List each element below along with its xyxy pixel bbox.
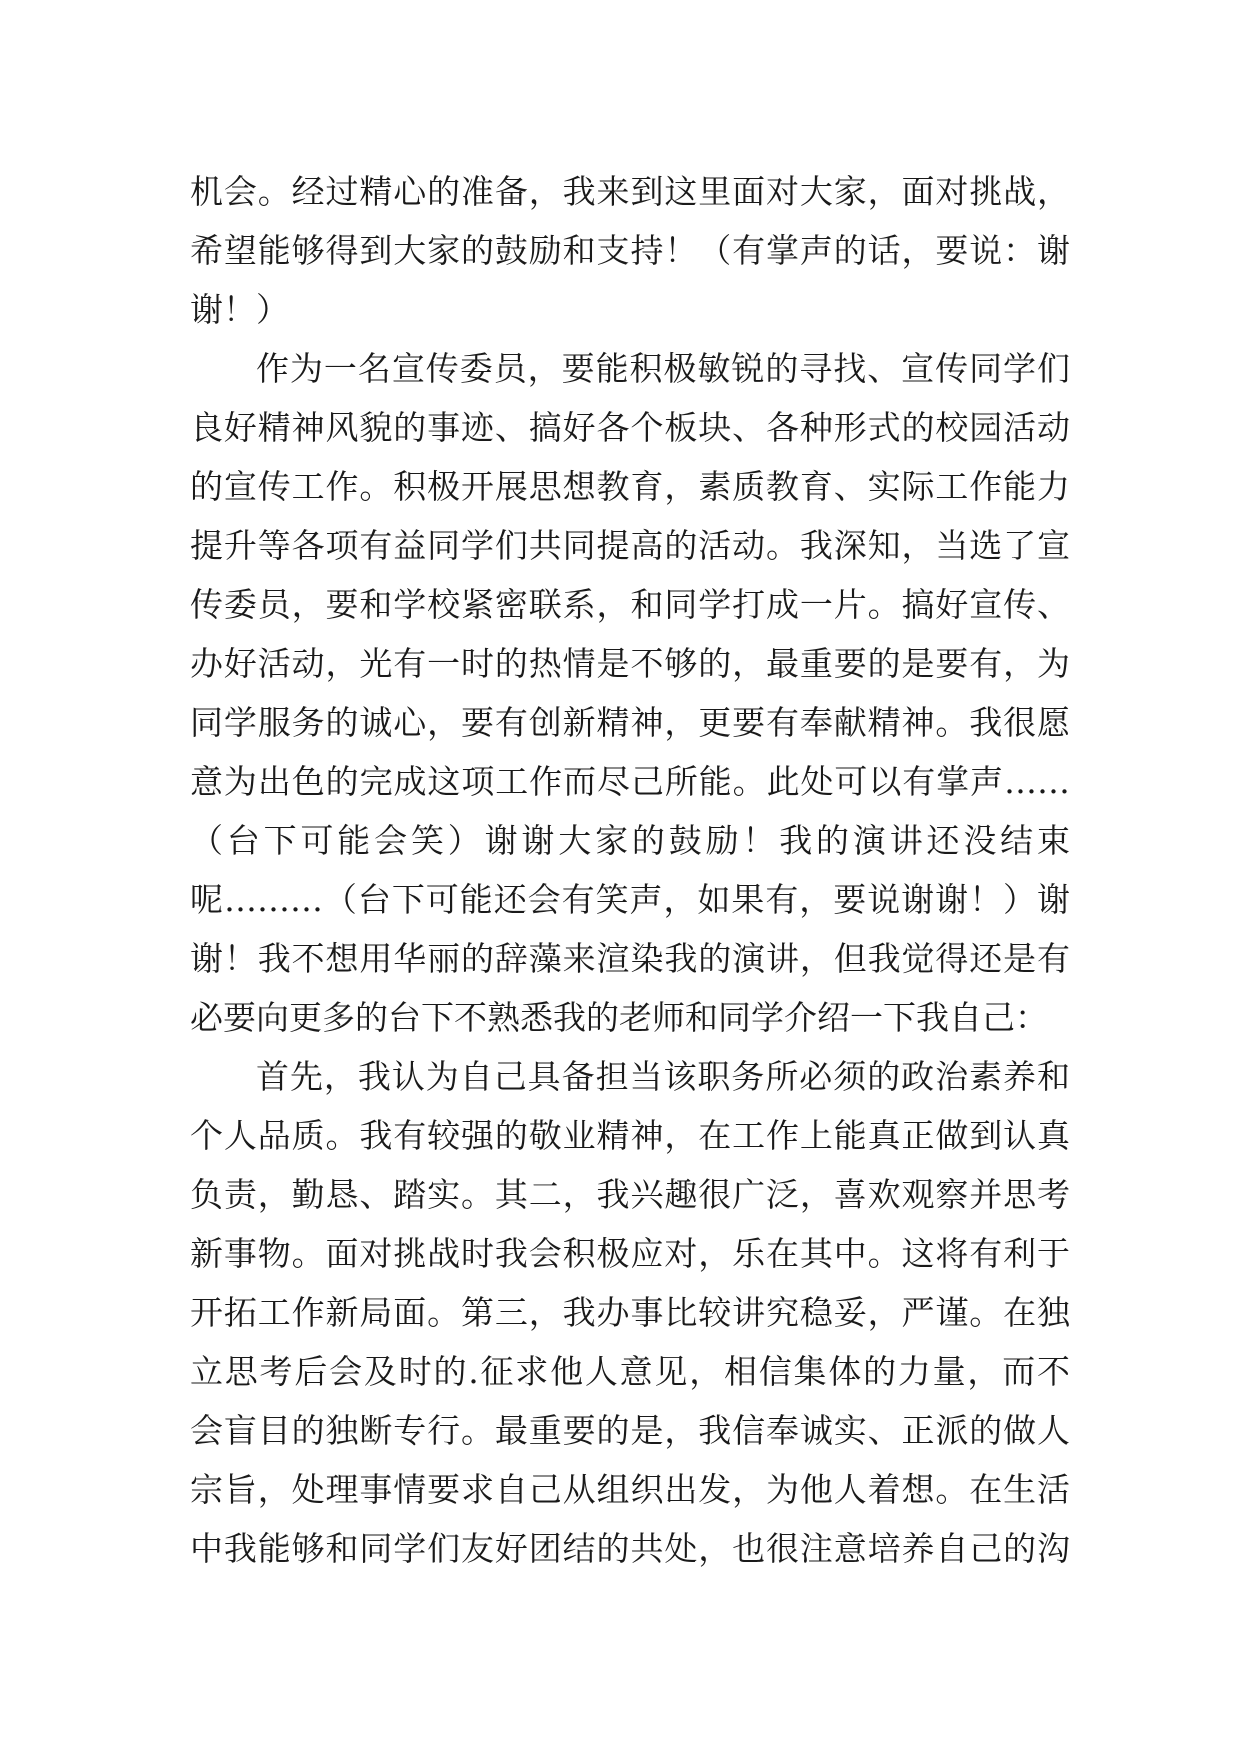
text-line: 中我能够和同学们友好团结的共处，也很注意培养自己的沟: [190, 1529, 1070, 1568]
text-line: 意为出色的完成这项工作而尽己所能。此处可以有掌声……: [190, 762, 1070, 801]
body-text: [190, 162, 1070, 1578]
text-line: 新事物。面对挑战时我会积极应对，乐在其中。这将有利于: [190, 1234, 1070, 1273]
text-line: 必要向更多的台下不熟悉我的老师和同学介绍一下我自己：: [190, 998, 1048, 1037]
text-line: 呢………（台下可能还会有笑声，如果有，要说谢谢！）谢: [190, 880, 1070, 919]
text-line: 作为一名宣传委员，要能积极敏锐的寻找、宣传同学们: [256, 349, 1070, 388]
text-line: 提升等各项有益同学们共同提高的活动。我深知，当选了宣: [190, 526, 1070, 565]
text-line: 办好活动，光有一时的热情是不够的，最重要的是要有，为: [190, 644, 1070, 683]
text-line: 机会。经过精心的准备，我来到这里面对大家，面对挑战，: [190, 172, 1070, 211]
text-line: 谢！我不想用华丽的辞藻来渲染我的演讲，但我觉得还是有: [190, 939, 1070, 978]
text-line: 立思考后会及时的.征求他人意见，相信集体的力量，而不: [190, 1352, 1070, 1391]
text-line: 会盲目的独断专行。最重要的是，我信奉诚实、正派的做人: [190, 1411, 1070, 1450]
text-line: 宗旨，处理事情要求自己从组织出发，为他人着想。在生活: [190, 1470, 1070, 1509]
text-line: 良好精神风貌的事迹、搞好各个板块、各种形式的校园活动: [190, 408, 1070, 447]
text-line: 的宣传工作。积极开展思想教育，素质教育、实际工作能力: [190, 467, 1070, 506]
text-line: 个人品质。我有较强的敬业精神，在工作上能真正做到认真: [190, 1116, 1070, 1155]
text-line: 谢！）: [190, 290, 289, 329]
text-line: 负责，勤恳、踏实。其二，我兴趣很广泛，喜欢观察并思考: [190, 1175, 1070, 1214]
text-line: （台下可能会笑）谢谢大家的鼓励！我的演讲还没结束: [190, 821, 1070, 860]
text-line: 传委员，要和学校紧密联系，和同学打成一片。搞好宣传、: [190, 585, 1070, 624]
text-line: 希望能够得到大家的鼓励和支持！（有掌声的话，要说：谢: [190, 231, 1070, 270]
text-line: 同学服务的诚心，要有创新精神，更要有奉献精神。我很愿: [190, 703, 1070, 742]
text-line: 首先，我认为自己具备担当该职务所必须的政治素养和: [256, 1057, 1070, 1096]
text-line: 开拓工作新局面。第三，我办事比较讲究稳妥，严谨。在独: [190, 1293, 1070, 1332]
